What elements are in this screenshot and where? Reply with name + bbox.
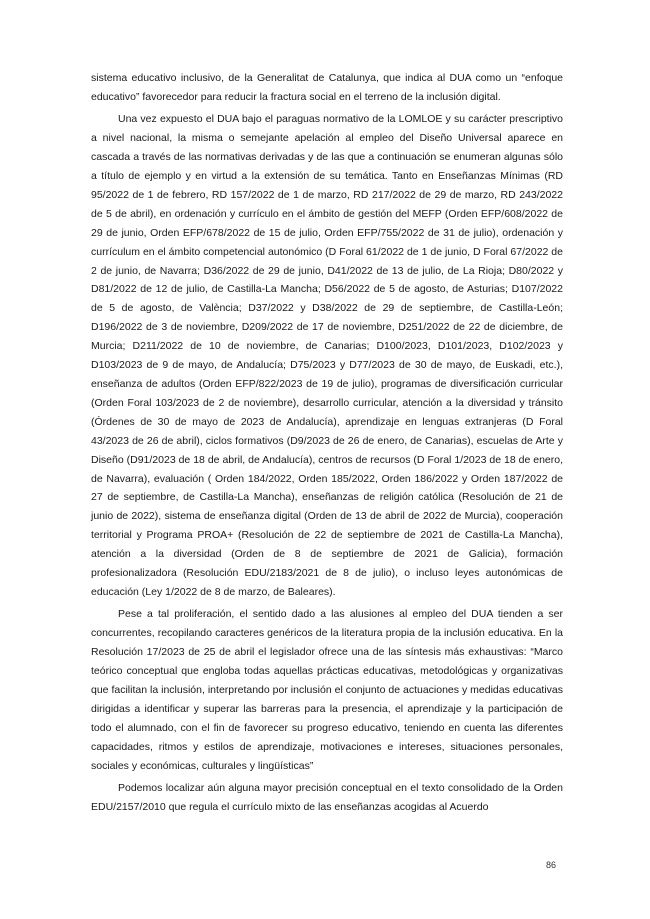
body-text bbox=[91, 69, 563, 820]
page-number: 86 bbox=[545, 860, 556, 870]
paragraph-dua-normative: Una vez expuesto el DUA bajo el paraguas normativo de la LOMLOE y su carácter prescriptivo a nivel nacional, la misma o semejante apelación al empleo del Diseño Universal aparece en cascada a través de las normativas derivadas y de las que a continuación se enumeran algunas sólo a título de ejemplo y en virtud a la extensión de su temática. Tanto en Enseñanzas Mínimas (RD 95/2022 de 1 de febrero, RD 157/2022 de 1 de marzo, RD 217/2022 de 29 de marzo, RD 243/2022 de 5 de abril), en ordenación y currículo en el ámbito de gestión del MEFP (Orden EFP/608/2022 de 29 de junio, Orden EFP/678/2022 de 15 de julio, Orden EFP/755/2022 de 31 de julio), ordenación y currículum en el ámbito competencial autonómico (D Foral 61/2022 de 1 de junio, D Foral 67/2022 de 2 de junio, de Navarra; D36/2022 de 29 de junio, D41/2022 de 13 de julio, de La Rioja; D80/2022 y D81/2022 de 12 de julio, de Castilla-La Mancha; D56/2022 de 5 de agosto, de Asturias; D107/2022 de 5 de agosto, de València; D37/2022 y D38/2022 de 29 de septiembre, de Castilla-León; D196/2022 de 3 de noviembre, D209/2022 de 17 de noviembre, D251/2022 de 22 de diciembre, de Murcia; D211/2022 de 10 de noviembre, de Canarias; D100/2023, D101/2023, D102/2023 y D103/2023 de 9 de mayo, de Andalucía; D75/2023 y D77/2023 de 30 de mayo, de Euskadi, etc.), enseñanza de adultos (Orden EFP/822/2023 de 19 de julio), programas de diversificación curricular (Orden Foral 103/2023 de 2 de noviembre), desarrollo curricular, atención a la diversidad y tránsito (Órdenes de 30 de mayo de 2023 de Andalucía), aprendizaje en lenguas extranjeras (D Foral 43/2023 de 26 de abril), ciclos formativos (D9/2023 de 26 de enero, de Canarias), escuelas de Arte y Diseño (D91/2023 de 18 de abril, de Andalucía), centros de recursos (D Foral 1/2023 de 18 de enero, de Navarra), evaluación ( Orden 184/2022, Orden 185/2022, Orden 186/2022 y Orden 187/2022 de 27 de septiembre, de Castilla-La Mancha), enseñanzas de religión católica (Resolución de 21 de junio de 2022), sistema de enseñanza digital (Orden de 13 de abril de 2022 de Murcia), cooperación territorial y Programa PROA+ (Resolución de 22 de septiembre de 2021 de Castilla-La Mancha), atención a la diversidad (Orden de 8 de septiembre de 2021 de Galicia), formación profesionalizadora (Resolución EDU/2183/2021 de 8 de julio), o incluso leyes autonómicas de educación (Ley 1/2022 de 8 de marzo, de Baleares). bbox=[91, 113, 563, 598]
paragraph-continuation: sistema educativo inclusivo, de la Generalitat de Catalunya, que indica al DUA como un “enfoque educativo” favorecedor para reducir la fractura social en el terreno de la inclusión digital. bbox=[91, 72, 563, 103]
paragraph-proliferation: Pese a tal proliferación, el sentido dado a las alusiones al empleo del DUA tienden a ser concurrentes, recopilando caracteres genéricos de la literatura propia de la inclusión educativa. En la Resolución 17/2023 de 25 de abril el legislador ofrece una de las síntesis más exhaustivas: “Marco teórico conceptual que engloba todas aquellas prácticas educativas, metodológicas y organizativas que facilitan la inclusión, interpretando por inclusión el conjunto de actuaciones y medidas educativas dirigidas a identificar y superar las barreras para la presencia, el aprendizaje y la participación de todo el alumnado, con el fin de favorecer su progreso educativo, teniendo en cuenta las diferentes capacidades, ritmos y estilos de aprendizaje, motivaciones e intereses, situaciones personales, sociales y económicas, culturales y lingüísticas” bbox=[91, 608, 563, 772]
paragraph-conceptual-precision: Podemos localizar aún alguna mayor precisión conceptual en el texto consolidado de la Orden EDU/2157/2010 que regula el currículo mixto de las enseñanzas acogidas al Acuerdo bbox=[91, 782, 563, 813]
